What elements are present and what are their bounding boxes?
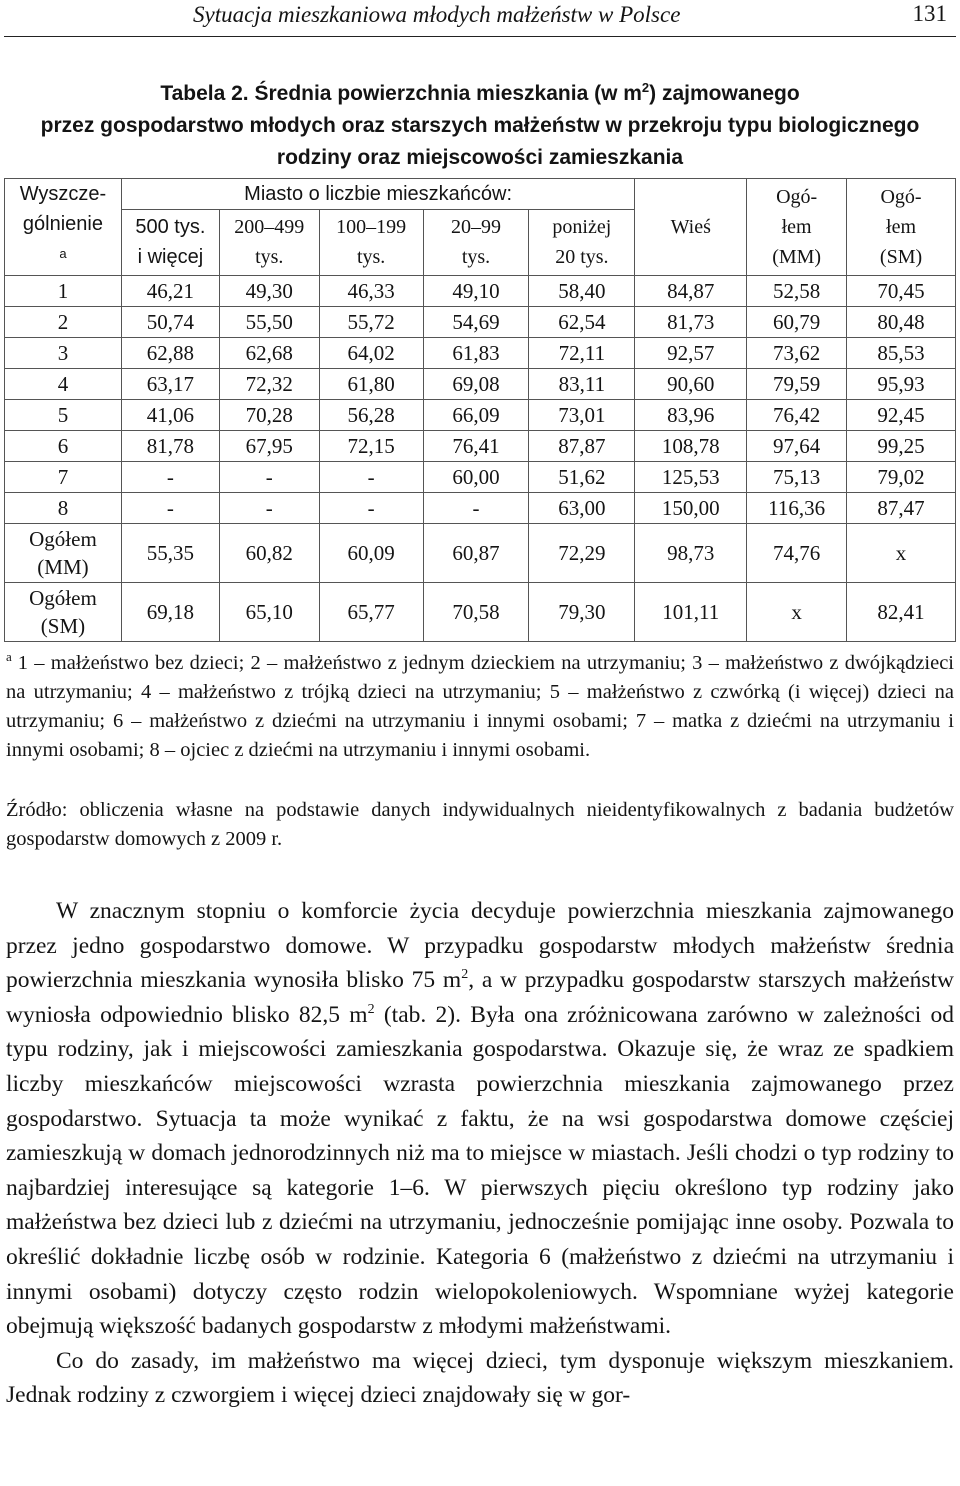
table-cell: 55,35	[121, 523, 219, 582]
table-cell: 83,11	[529, 368, 635, 399]
table-cell: 76,41	[423, 430, 529, 461]
table-cell: 61,80	[319, 368, 423, 399]
table-cell: 101,11	[635, 582, 747, 641]
header-rule	[4, 36, 956, 37]
table-row-total-mm	[5, 523, 956, 582]
table-cell: 70,45	[847, 275, 956, 306]
table-cell: 90,60	[635, 368, 747, 399]
table-cell: 79,02	[847, 461, 956, 492]
table-cell: 64,02	[319, 337, 423, 368]
table-cell: 1	[5, 275, 122, 306]
header-category: Wyszcze- gólnienie $^a$	[5, 179, 122, 276]
table-cell: 75,13	[747, 461, 847, 492]
table-cell: 7	[5, 461, 122, 492]
table-cell: 69,18	[121, 582, 219, 641]
table-cell: -	[319, 461, 423, 492]
table-cell: 3	[5, 337, 122, 368]
table-cell: 83,96	[635, 399, 747, 430]
table-cell: 62,88	[121, 337, 219, 368]
body-text	[6, 894, 954, 1413]
table-cell: 92,57	[635, 337, 747, 368]
table-cell: -	[319, 492, 423, 523]
table-cell: 76,42	[747, 399, 847, 430]
table-cell: 82,41	[847, 582, 956, 641]
data-table	[4, 178, 956, 642]
header-500k: 500 tys. i więcej	[121, 210, 219, 276]
table-cell: 46,33	[319, 275, 423, 306]
caption-line-3: rodziny oraz miejscowości zamieszkania	[276, 146, 684, 169]
table-cell: 87,47	[847, 492, 956, 523]
table-cell: 49,30	[219, 275, 319, 306]
table-cell: 60,82	[219, 523, 319, 582]
footnote-text: 1 – małżeństwo bez dzieci; 2 – małżeństwo z jednym dzieckiem na utrzymaniu; 3 – małżeństwo z dwójkądzieci na utrzymaniu; 4 – małżeństwo z trójką dzieci na utrzymaniu; 5 – małżeństwo z czwórką (i więcej) dzieci na utrzymaniu; 6 – małżeństwo z dziećmi na utrzymaniu i innymi osobami; 7 – matka z dziećmi na utrzymaniu i innymi osobami; 8 – ojciec z dziećmi na utrzymaniu i innymi osobami.	[6, 651, 954, 761]
table-cell: 61,83	[423, 337, 529, 368]
table-row	[5, 461, 956, 492]
paragraph-2: Co do zasady, im małżeństwo ma więcej dzieci, tym dysponuje większym mieszkaniem. Jednak rodziny z czworgiem i więcej dzieci znajdowały się w gor-	[6, 1347, 954, 1409]
table-cell: -	[121, 492, 219, 523]
table-cell: 66,09	[423, 399, 529, 430]
table-cell: 41,06	[121, 399, 219, 430]
table-caption	[0, 72, 960, 174]
table-cell: 79,30	[529, 582, 635, 641]
table-cell: 79,59	[747, 368, 847, 399]
table-row	[5, 337, 956, 368]
table-cell: 72,29	[529, 523, 635, 582]
caption-line-1: Tabela 2. Średnia powierzchnia mieszkania (w $m^2$) zajmowanego	[160, 80, 800, 105]
table-cell: 5	[5, 399, 122, 430]
table-footnote	[6, 642, 954, 765]
table-row	[5, 306, 956, 337]
table-cell: 72,15	[319, 430, 423, 461]
table-cell: 6	[5, 430, 122, 461]
table-row	[5, 399, 956, 430]
table-cell: 97,64	[747, 430, 847, 461]
table-cell: 60,87	[423, 523, 529, 582]
table-cell: 56,28	[319, 399, 423, 430]
table-cell: x	[847, 523, 956, 582]
running-title: Sytuacja mieszkaniowa młodych małżeństw w Polsce	[193, 2, 681, 27]
table-cell: 50,74	[121, 306, 219, 337]
table-cell: 72,32	[219, 368, 319, 399]
table-cell: 81,73	[635, 306, 747, 337]
table-cell: 65,10	[219, 582, 319, 641]
table-cell: 73,62	[747, 337, 847, 368]
table-cell: -	[121, 461, 219, 492]
table-cell: 98,73	[635, 523, 747, 582]
table-cell: 49,10	[423, 275, 529, 306]
table-cell: Ogółem (SM)	[5, 582, 122, 641]
table-cell: 150,00	[635, 492, 747, 523]
table-source: Źródło: obliczenia własne na podstawie danych indywidualnych nieidentyfikowalnych z badania budżetów gospodarstw domowych z 2009 r.	[6, 799, 954, 850]
page-number: 131	[912, 1, 947, 26]
table-cell: 70,58	[423, 582, 529, 641]
table-cell: 92,45	[847, 399, 956, 430]
table-cell: 62,54	[529, 306, 635, 337]
table-cell: 60,79	[747, 306, 847, 337]
table-cell: 63,17	[121, 368, 219, 399]
caption-line-2: przez gospodarstwo młodych oraz starszych małżeństw w przekroju typu biologicznego	[40, 114, 920, 137]
table-cell: 55,50	[219, 306, 319, 337]
table-cell: 63,00	[529, 492, 635, 523]
table-cell: 85,53	[847, 337, 956, 368]
paragraph-1: W znacznym stopniu o komforcie życia decyduje powierzchnia mieszkania zajmowanego przez jedno gospodarstwo domowe. W przypadku gospodarstw młodych małżeństw średnia powierzchnia mieszkania wynosiła blisko 75 $m^2$, a w przypadku gospodarstw starszych małżeństw wyniosła odpowiednio blisko 82,5 $m^2$ (tab. 2). Była ona zróżnicowana zarówno w zależności od typu rodziny, jak i miejscowości zamieszkania gospodarstwa. Okazuje się, że wraz ze spadkiem liczby mieszkańców miejscowości wzrasta powierzchnia mieszkania zajmowanego przez gospodarstwo. Sytuacja ta może wynikać z faktu, że na wsi gospodarstwa domowe częściej zamieszkują w domach jednorodzinnych niż ma to miejsce w miastach. Jeśli chodzi o typ rodziny to najbardziej interesujące są kategorie 1–6. W pierwszych pięciu określono typ rodziny jako małżeństwa bez dzieci lub z dziećmi na utrzymaniu, jednocześnie pomijając inne osoby. Pozwala to określić dokładnie liczbę osób w rodzinie. Kategoria 6 (małżeństwo z dziećmi na utrzymaniu i innymi osobami) dotyczy często rodzin wielopokoleniowych. Wspomniane wyżej kategorie obejmują większość badanych gospodarstw z młodymi małżeństwami.	[6, 898, 955, 1340]
table-row	[5, 430, 956, 461]
table-row	[5, 492, 956, 523]
table-cell: 54,69	[423, 306, 529, 337]
header-100-199k: 100–199 tys.	[319, 210, 423, 276]
table-cell: 65,77	[319, 582, 423, 641]
table-cell: -	[423, 492, 529, 523]
table-cell: 4	[5, 368, 122, 399]
table-cell: 52,58	[747, 275, 847, 306]
table-row	[5, 368, 956, 399]
table-row-total-sm	[5, 582, 956, 641]
table-cell: 116,36	[747, 492, 847, 523]
header-below-20k: poniżej 20 tys.	[529, 210, 635, 276]
table-cell: 60,09	[319, 523, 423, 582]
footnote-marker: a	[6, 649, 12, 664]
table-cell: 125,53	[635, 461, 747, 492]
header-rural: Wieś	[635, 179, 747, 276]
table-cell: -	[219, 492, 319, 523]
table-cell: 84,87	[635, 275, 747, 306]
table-cell: Ogółem (MM)	[5, 523, 122, 582]
footnote-marker: a	[59, 246, 67, 261]
table-cell: 69,08	[423, 368, 529, 399]
table-cell: 108,78	[635, 430, 747, 461]
table-cell: 58,40	[529, 275, 635, 306]
table-cell: 95,93	[847, 368, 956, 399]
table-row	[5, 275, 956, 306]
table-cell: 81,78	[121, 430, 219, 461]
table-cell: 2	[5, 306, 122, 337]
header-200-499k: 200–499 tys.	[219, 210, 319, 276]
table-cell: -	[219, 461, 319, 492]
header-city-group: Miasto o liczbie mieszkańców:	[121, 179, 634, 210]
table-cell: 74,76	[747, 523, 847, 582]
header-total-sm: Ogó- łem (SM)	[847, 179, 956, 276]
table-cell: 67,95	[219, 430, 319, 461]
table-cell: 70,28	[219, 399, 319, 430]
table-cell: 62,68	[219, 337, 319, 368]
header-20-99k: 20–99 tys.	[423, 210, 529, 276]
table-cell: 73,01	[529, 399, 635, 430]
table-cell: 55,72	[319, 306, 423, 337]
table-cell: 99,25	[847, 430, 956, 461]
header-total-mm: Ogó- łem (MM)	[747, 179, 847, 276]
table-cell: 80,48	[847, 306, 956, 337]
table-cell: 8	[5, 492, 122, 523]
table-cell: 87,87	[529, 430, 635, 461]
table-cell: x	[747, 582, 847, 641]
table-cell: 60,00	[423, 461, 529, 492]
table-cell: 51,62	[529, 461, 635, 492]
running-header	[0, 0, 960, 38]
table-cell: 72,11	[529, 337, 635, 368]
table-cell: 46,21	[121, 275, 219, 306]
